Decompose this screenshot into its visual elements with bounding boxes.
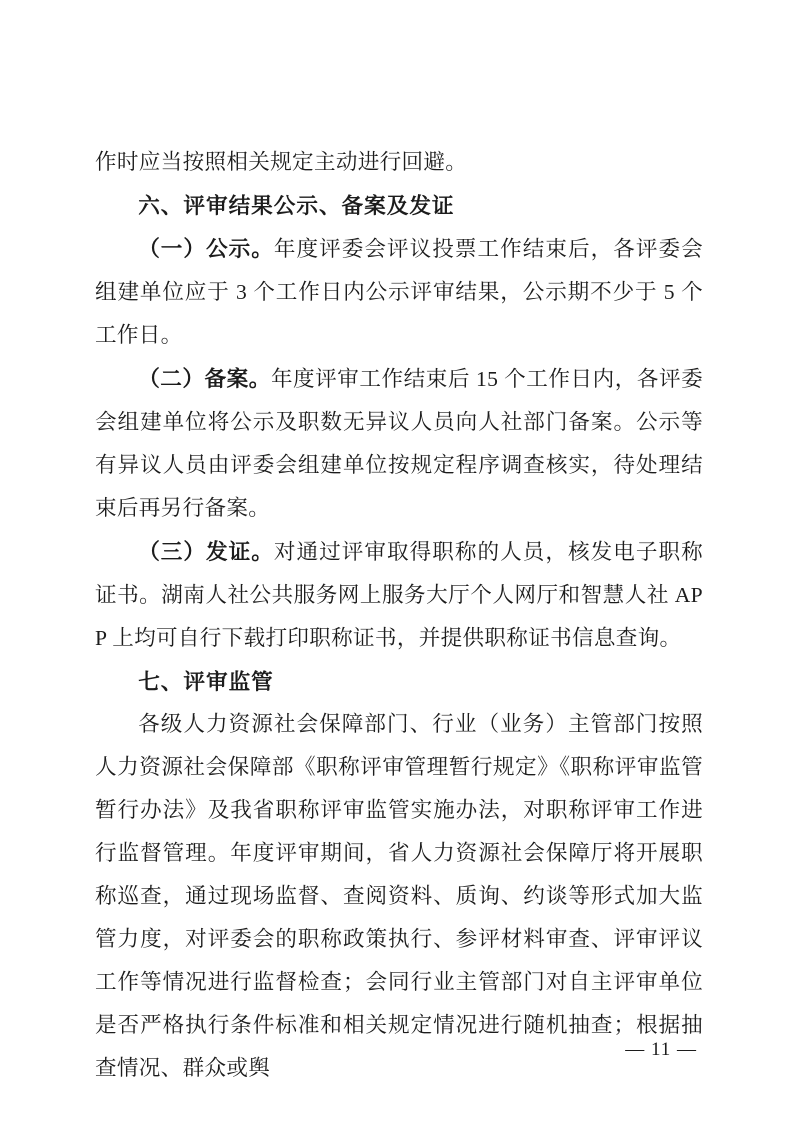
section-heading-supervision: 七、评审监管 <box>138 669 274 694</box>
paragraph-publicity <box>95 227 703 357</box>
paragraph-continuation: 作时应当按照相关规定主动进行回避。 <box>95 150 468 174</box>
paragraph-publicity-lead: （一）公示。 <box>138 236 274 261</box>
paragraph-filing-lead: （二）备案。 <box>138 366 271 391</box>
paragraph-filing <box>95 357 703 530</box>
paragraph-publicity-text: 年度评委会评议投票工作结束后，各评委会组建单位应于 3 个工作日内公示评审结果，公示期不少于 5 个工作日。 <box>95 237 703 347</box>
section-heading-results: 六、评审结果公示、备案及发证 <box>138 193 455 218</box>
paragraph-certificate-lead: （三）发证。 <box>138 539 274 564</box>
paragraph-certificate <box>95 530 703 660</box>
paragraph-certificate-text: 对通过评审取得职称的人员，核发电子职称证书。湖南人社公共服务网上服务大厅个人网厅和智慧人社 APP 上均可自行下载打印职称证书，并提供职称证书信息查询。 <box>95 540 703 650</box>
page-number: — 11 — <box>625 1039 697 1060</box>
document-body <box>95 141 703 1090</box>
paragraph-filing-text: 年度评审工作结束后 15 个工作日内，各评委会组建单位将公示及职数无异议人员向人社部门备案。公示等有异议人员由评委会组建单位按规定程序调查核实，待处理结束后再另行备案。 <box>95 367 703 520</box>
paragraph-supervision: 各级人力资源社会保障部门、行业（业务）主管部门按照人力资源社会保障部《职称评审管理暂行规定》《职称评审监管暂行办法》及我省职称评审监管实施办法，对职称评审工作进行监督管理。年度评审期间，省人力资源社会保障厅将开展职称巡查，通过现场监督、查阅资料、质询、约谈等形式加大监管力度，对评委会的职称政策执行、参评材料审查、评审评议工作等情况进行监督检查；会同行业主管部门对自主评审单位是否严格执行条件标准和相关规定情况进行随机抽查；根据抽查情况、群众或舆 <box>95 712 703 1080</box>
